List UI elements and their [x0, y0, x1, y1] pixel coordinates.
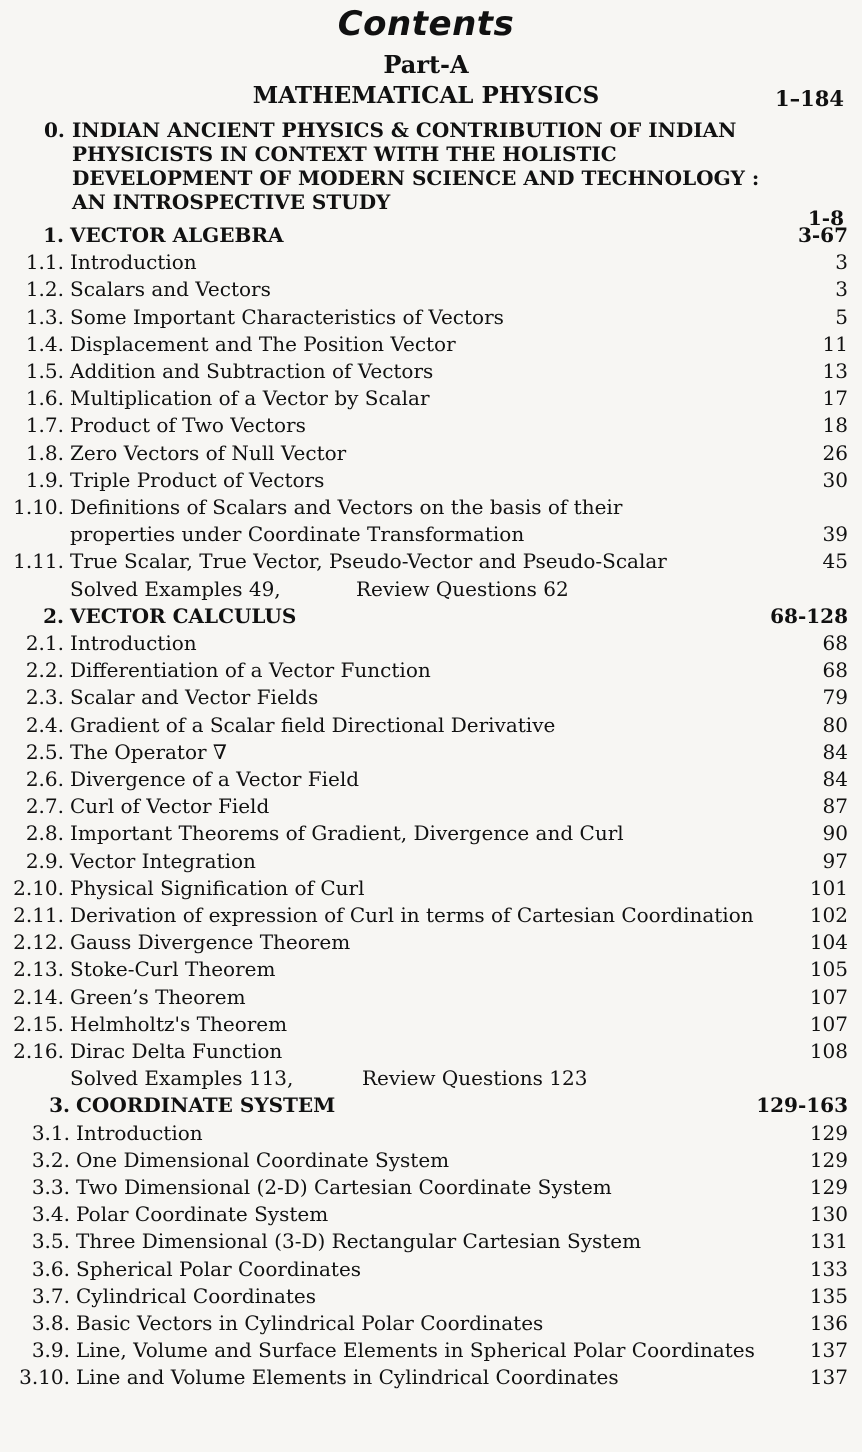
- entry-title: COORDINATE SYSTEM: [76, 1093, 336, 1117]
- entry-number: 3.3.: [31, 1175, 70, 1199]
- section-entry[interactable]: [0, 412, 862, 439]
- entry-number: 2.5.: [25, 740, 64, 764]
- entry-title: Dirac Delta Function: [70, 1039, 283, 1063]
- entry-page: 108: [809, 1039, 848, 1063]
- section-entry[interactable]: [0, 766, 862, 793]
- entry-number: 2.8.: [25, 821, 64, 845]
- entry-title: Stoke-Curl Theorem: [70, 957, 276, 981]
- section-entry[interactable]: [0, 902, 862, 929]
- entry-title: VECTOR CALCULUS: [70, 604, 297, 628]
- page-title: Contents: [337, 4, 515, 44]
- entry-page: 3: [835, 277, 848, 301]
- entry-title: Addition and Subtraction of Vectors: [70, 359, 434, 383]
- section-entry[interactable]: [0, 820, 862, 847]
- entry-number: 2.: [43, 604, 64, 628]
- section-entry[interactable]: [0, 467, 862, 494]
- entry-title: Triple Product of Vectors: [70, 468, 325, 492]
- entry-number: 1.9.: [25, 468, 64, 492]
- entry-title: Line, Volume and Surface Elements in Spherical Polar Coordinates: [76, 1338, 755, 1362]
- entry-number: 1.11.: [13, 549, 64, 573]
- entry-number: 3.2.: [31, 1148, 70, 1172]
- section-entry[interactable]: [0, 440, 862, 467]
- entry-title: Cylindrical Coordinates: [76, 1284, 316, 1308]
- entry-title: Scalars and Vectors: [70, 277, 271, 301]
- entry-number: 1.1.: [25, 250, 64, 274]
- subject-page-range: 1–184: [775, 86, 844, 111]
- entry-page: 26: [822, 441, 848, 465]
- entry-number: 2.14.: [13, 985, 64, 1009]
- entry-page: 68: [822, 631, 848, 655]
- entry-title: One Dimensional Coordinate System: [76, 1148, 450, 1172]
- entry-title: Scalar and Vector Fields: [70, 685, 319, 709]
- entry-number: 1.6.: [25, 386, 64, 410]
- entry-page: 3: [835, 250, 848, 274]
- chapter-entry[interactable]: [0, 603, 862, 630]
- entry-page: 30: [822, 468, 848, 492]
- chapter-0-line-1: INDIAN ANCIENT PHYSICS & CONTRIBUTION OF INDIAN: [72, 118, 737, 142]
- entry-page: 130: [809, 1202, 848, 1226]
- entry-number: 2.4.: [25, 713, 64, 737]
- entry-title: Two Dimensional (2-D) Cartesian Coordinate System: [76, 1175, 612, 1199]
- section-entry[interactable]: [0, 684, 862, 711]
- chapter-number: 0.: [44, 118, 65, 142]
- section-entry[interactable]: [0, 739, 862, 766]
- entry-page: 136: [809, 1311, 848, 1335]
- entry-number: 3.1.: [31, 1121, 70, 1145]
- entry-page: 84: [822, 767, 848, 791]
- entry-number: 3.8.: [31, 1311, 70, 1335]
- entry-page: 129: [809, 1175, 848, 1199]
- section-entry[interactable]: [0, 1283, 862, 1310]
- entry-number: 1.7.: [25, 413, 64, 437]
- entry-title: Displacement and The Position Vector: [70, 332, 456, 356]
- entry-title: Vector Integration: [70, 849, 256, 873]
- section-entry[interactable]: [0, 249, 862, 276]
- entry-title: Physical Signification of Curl: [70, 876, 365, 900]
- entry-number: 3.: [49, 1093, 70, 1117]
- entry-page: 105: [809, 957, 848, 981]
- entry-page: 68: [822, 658, 848, 682]
- entry-page: 17: [822, 386, 848, 410]
- entry-title: Some Important Characteristics of Vectors: [70, 305, 504, 329]
- section-entry[interactable]: [0, 1038, 862, 1065]
- entry-title: Line and Volume Elements in Cylindrical Coordinates: [76, 1365, 619, 1389]
- entry-page: 107: [809, 985, 848, 1009]
- entry-title: properties under Coordinate Transformation: [70, 522, 525, 546]
- examples-questions-row[interactable]: [0, 1065, 862, 1092]
- entry-number: 3.10.: [19, 1365, 70, 1389]
- entry-title: Introduction: [70, 250, 197, 274]
- solved-examples: Solved Examples 113,: [70, 1066, 294, 1090]
- chapter-0-page-range: 1-8: [807, 206, 844, 230]
- chapter-0-line-2: PHYSICISTS IN CONTEXT WITH THE HOLISTIC: [72, 142, 617, 166]
- section-entry[interactable]: [0, 712, 862, 739]
- entry-page: 5: [835, 305, 848, 329]
- entry-title: Helmholtz's Theorem: [70, 1012, 288, 1036]
- entry-number: 3.6.: [31, 1257, 70, 1281]
- entry-title: Multiplication of a Vector by Scalar: [70, 386, 430, 410]
- entry-number: 2.6.: [25, 767, 64, 791]
- examples-questions-row[interactable]: [0, 576, 862, 603]
- section-entry[interactable]: [0, 1364, 862, 1391]
- entry-page: 135: [809, 1284, 848, 1308]
- section-entry[interactable]: [0, 1228, 862, 1255]
- entry-number: 1.: [43, 223, 64, 247]
- section-entry[interactable]: [0, 548, 862, 575]
- entry-page: 102: [809, 903, 848, 927]
- entry-title: Green’s Theorem: [70, 985, 246, 1009]
- section-entry[interactable]: [0, 875, 862, 902]
- section-entry[interactable]: [0, 657, 862, 684]
- entry-number: 2.7.: [25, 794, 64, 818]
- entry-page: 18: [822, 413, 848, 437]
- chapter-entry[interactable]: [0, 222, 862, 249]
- section-entry[interactable]: [0, 630, 862, 657]
- entry-page: 129: [809, 1148, 848, 1172]
- section-entry[interactable]: [0, 358, 862, 385]
- entry-page: 107: [809, 1012, 848, 1036]
- entry-title: Important Theorems of Gradient, Divergence and Curl: [70, 821, 624, 845]
- entry-title: Curl of Vector Field: [70, 794, 270, 818]
- section-entry[interactable]: [0, 1256, 862, 1283]
- entry-number: 2.13.: [13, 957, 64, 981]
- entry-number: 3.9.: [31, 1338, 70, 1362]
- review-questions: Review Questions 123: [362, 1066, 588, 1090]
- entry-number: 1.8.: [25, 441, 64, 465]
- entry-number: 2.15.: [13, 1012, 64, 1036]
- entry-title: The Operator ∇: [70, 740, 227, 764]
- entry-number: 2.16.: [13, 1039, 64, 1063]
- chapter-entry[interactable]: [0, 1092, 862, 1119]
- section-entry[interactable]: [0, 521, 862, 548]
- section-entry[interactable]: [0, 929, 862, 956]
- entry-page: 45: [822, 549, 848, 573]
- entry-number: 2.11.: [13, 903, 64, 927]
- entry-page: 3-67: [797, 223, 848, 247]
- entry-page: 13: [822, 359, 848, 383]
- entry-title: Spherical Polar Coordinates: [76, 1257, 362, 1281]
- entry-title: Introduction: [70, 631, 197, 655]
- entry-page: 84: [822, 740, 848, 764]
- entry-number: 1.5.: [25, 359, 64, 383]
- entry-title: Definitions of Scalars and Vectors on the basis of their: [70, 495, 623, 519]
- entry-page: 129: [809, 1121, 848, 1145]
- entry-title: Product of Two Vectors: [70, 413, 306, 437]
- entry-page: 90: [822, 821, 848, 845]
- entry-page: 137: [809, 1338, 848, 1362]
- section-entry[interactable]: [0, 331, 862, 358]
- review-questions: Review Questions 62: [356, 577, 569, 601]
- entry-title: Gauss Divergence Theorem: [70, 930, 351, 954]
- section-entry[interactable]: [0, 1337, 862, 1364]
- section-entry[interactable]: [0, 276, 862, 303]
- entry-page: 133: [809, 1257, 848, 1281]
- entry-title: Basic Vectors in Cylindrical Polar Coordinates: [76, 1311, 544, 1335]
- entry-page: 97: [822, 849, 848, 873]
- section-entry[interactable]: [0, 1201, 862, 1228]
- section-entry[interactable]: [0, 1174, 862, 1201]
- entry-page: 131: [809, 1229, 848, 1253]
- entry-title: Polar Coordinate System: [76, 1202, 329, 1226]
- entry-number: 3.4.: [31, 1202, 70, 1226]
- entry-number: 2.10.: [13, 876, 64, 900]
- solved-examples: Solved Examples 49,: [70, 577, 281, 601]
- entry-title: Three Dimensional (3-D) Rectangular Cartesian System: [76, 1229, 642, 1253]
- entry-page: 87: [822, 794, 848, 818]
- section-entry[interactable]: [0, 1147, 862, 1174]
- section-entry[interactable]: [0, 385, 862, 412]
- entry-title: VECTOR ALGEBRA: [70, 223, 284, 247]
- subject-heading: MATHEMATICAL PHYSICS: [252, 82, 600, 109]
- entry-page: 101: [809, 876, 848, 900]
- section-entry[interactable]: [0, 1310, 862, 1337]
- chapter-0-line-3: DEVELOPMENT OF MODERN SCIENCE AND TECHNOLOGY :: [72, 166, 760, 190]
- chapter-0-line-4: AN INTROSPECTIVE STUDY: [72, 190, 391, 214]
- section-entry[interactable]: [0, 793, 862, 820]
- entry-page: 39: [822, 522, 848, 546]
- entry-page: 68-128: [770, 604, 848, 628]
- entry-number: 2.9.: [25, 849, 64, 873]
- entry-title: Introduction: [76, 1121, 203, 1145]
- entry-page: 137: [809, 1365, 848, 1389]
- section-entry[interactable]: [0, 494, 862, 521]
- chapter-0-entry[interactable]: [44, 118, 804, 214]
- entry-page: 79: [822, 685, 848, 709]
- entry-page: 11: [822, 332, 848, 356]
- entry-number: 1.4.: [25, 332, 64, 356]
- entry-number: 2.1.: [25, 631, 64, 655]
- entry-title: Differentiation of a Vector Function: [70, 658, 431, 682]
- entry-page: 80: [822, 713, 848, 737]
- entry-number: 2.2.: [25, 658, 64, 682]
- entry-number: 3.5.: [31, 1229, 70, 1253]
- section-entry[interactable]: [0, 1120, 862, 1147]
- entry-title: Divergence of a Vector Field: [70, 767, 360, 791]
- entry-title: True Scalar, True Vector, Pseudo-Vector and Pseudo-Scalar: [70, 549, 667, 573]
- entry-title: Derivation of expression of Curl in terms of Cartesian Coordination: [70, 903, 754, 927]
- entry-number: 1.3.: [25, 305, 64, 329]
- section-entry[interactable]: [0, 1011, 862, 1038]
- entry-page: 129-163: [756, 1093, 848, 1117]
- section-entry[interactable]: [0, 304, 862, 331]
- entry-number: 2.12.: [13, 930, 64, 954]
- entry-page: 104: [809, 930, 848, 954]
- part-heading: Part-A: [383, 50, 469, 79]
- entry-number: 1.2.: [25, 277, 64, 301]
- entry-number: 2.3.: [25, 685, 64, 709]
- section-entry[interactable]: [0, 984, 862, 1011]
- section-entry[interactable]: [0, 956, 862, 983]
- section-entry[interactable]: [0, 848, 862, 875]
- entry-number: 1.10.: [13, 495, 64, 519]
- entry-number: 3.7.: [31, 1284, 70, 1308]
- entry-title: Gradient of a Scalar field Directional Derivative: [70, 713, 556, 737]
- entry-title: Zero Vectors of Null Vector: [70, 441, 347, 465]
